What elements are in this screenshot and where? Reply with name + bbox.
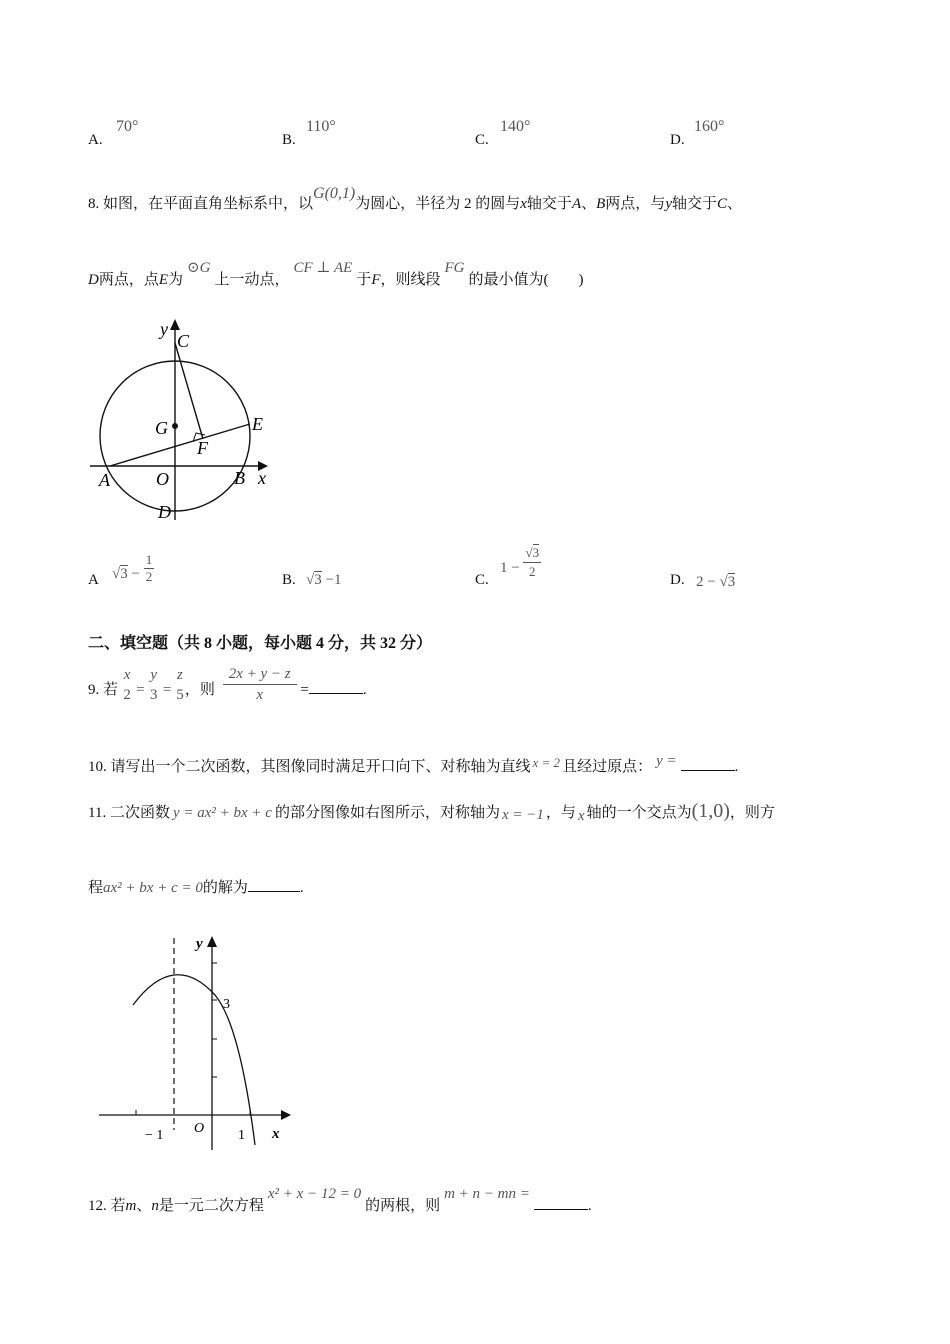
label-y: y [160,319,168,339]
q7-option-c: C. [475,132,489,148]
q8-circle-figure [80,310,280,530]
label-g: G [155,418,168,438]
q8-line1: 8. 如图，在平面直角坐标系中，以G(0,1)为圆心，半径为 2 的圆与x轴交于A、B两点，与y轴交于C、 [88,185,743,212]
label-c: C [177,331,190,351]
y-axis-arrow [207,936,217,947]
label-1: 1 [238,1128,245,1143]
q8-option-d-expr: 2 − √3 [696,574,736,590]
q12-answer-blank[interactable] [534,1195,588,1210]
label-x: x [272,1126,280,1142]
q10-answer-blank[interactable] [681,756,735,771]
q8-option-c-expr: 1 − $\frac{√3}{2}$ [500,545,540,579]
q12: 12. 若m、n是一元二次方程x² + x − 12 = 0的两根，则m + n − mn =. [88,1186,592,1214]
x-axis-arrow [281,1110,291,1120]
q7-option-c-value: 140° [500,118,531,135]
y-axis-arrow [170,319,180,330]
label-neg1: − 1 [145,1128,164,1143]
segment-cf [175,343,203,439]
q7-option-a: A. [88,132,103,148]
q8-option-d-label: D. [670,572,685,588]
q8-option-c-label: C. [475,572,489,588]
q7-option-d: D. [670,132,685,148]
q7-option-a-value: 70° [116,118,139,135]
q7-option-b: B. [282,132,296,148]
point-g [172,423,178,429]
section-2-title: 二、填空题（共 8 小题，每小题 4 分，共 32 分） [88,635,433,652]
q8-line2: D两点，点E为⊙G上一动点，CF ⊥ AE于F，则线段FG的最小值为( ) [88,260,584,288]
segment-ae [110,424,250,466]
q7-option-d-value: 160° [694,118,725,135]
q9: 9. 若 x 2 = y 3 = z 5 ，则 $\frac{2x + y - z}{x}$ = . [88,666,367,703]
label-b: B [234,468,245,488]
label-o: O [194,1121,205,1136]
label-d: D [158,502,171,522]
q11-parabola-figure [95,930,305,1150]
q9-answer-blank[interactable] [309,679,363,694]
label-a: A [99,470,110,490]
q8-option-b-expr: √3 −1 [306,572,342,588]
q11-line2: 程ax² + bx + c = 0的解为 . [88,876,304,897]
q8-option-a-label: A [88,572,99,588]
q11-line1: 11. 二次函数 y = ax² + bx + c 的部分图像如右图所示，对称轴为 x = −1 ，与 x 轴的一个交点为(1,0)，则方 [88,800,775,824]
parabola-curve [133,975,255,1145]
q10: 10. 请写出一个二次函数，其图像同时满足开口向下、对称轴为直线 x = 2 且经过原点： y = . [88,753,739,775]
label-x: x [258,468,266,488]
label-e: E [252,414,263,434]
label-3: 3 [223,997,230,1012]
q8-option-a-expr: √3 − $\frac{1}{2}$ [112,552,153,584]
label-o: O [156,469,169,489]
q11-answer-blank[interactable] [248,877,300,892]
q8-option-b-label: B. [282,572,296,588]
label-f: F [197,438,208,458]
label-y: y [196,936,203,952]
q7-option-b-value: 110° [306,118,336,135]
